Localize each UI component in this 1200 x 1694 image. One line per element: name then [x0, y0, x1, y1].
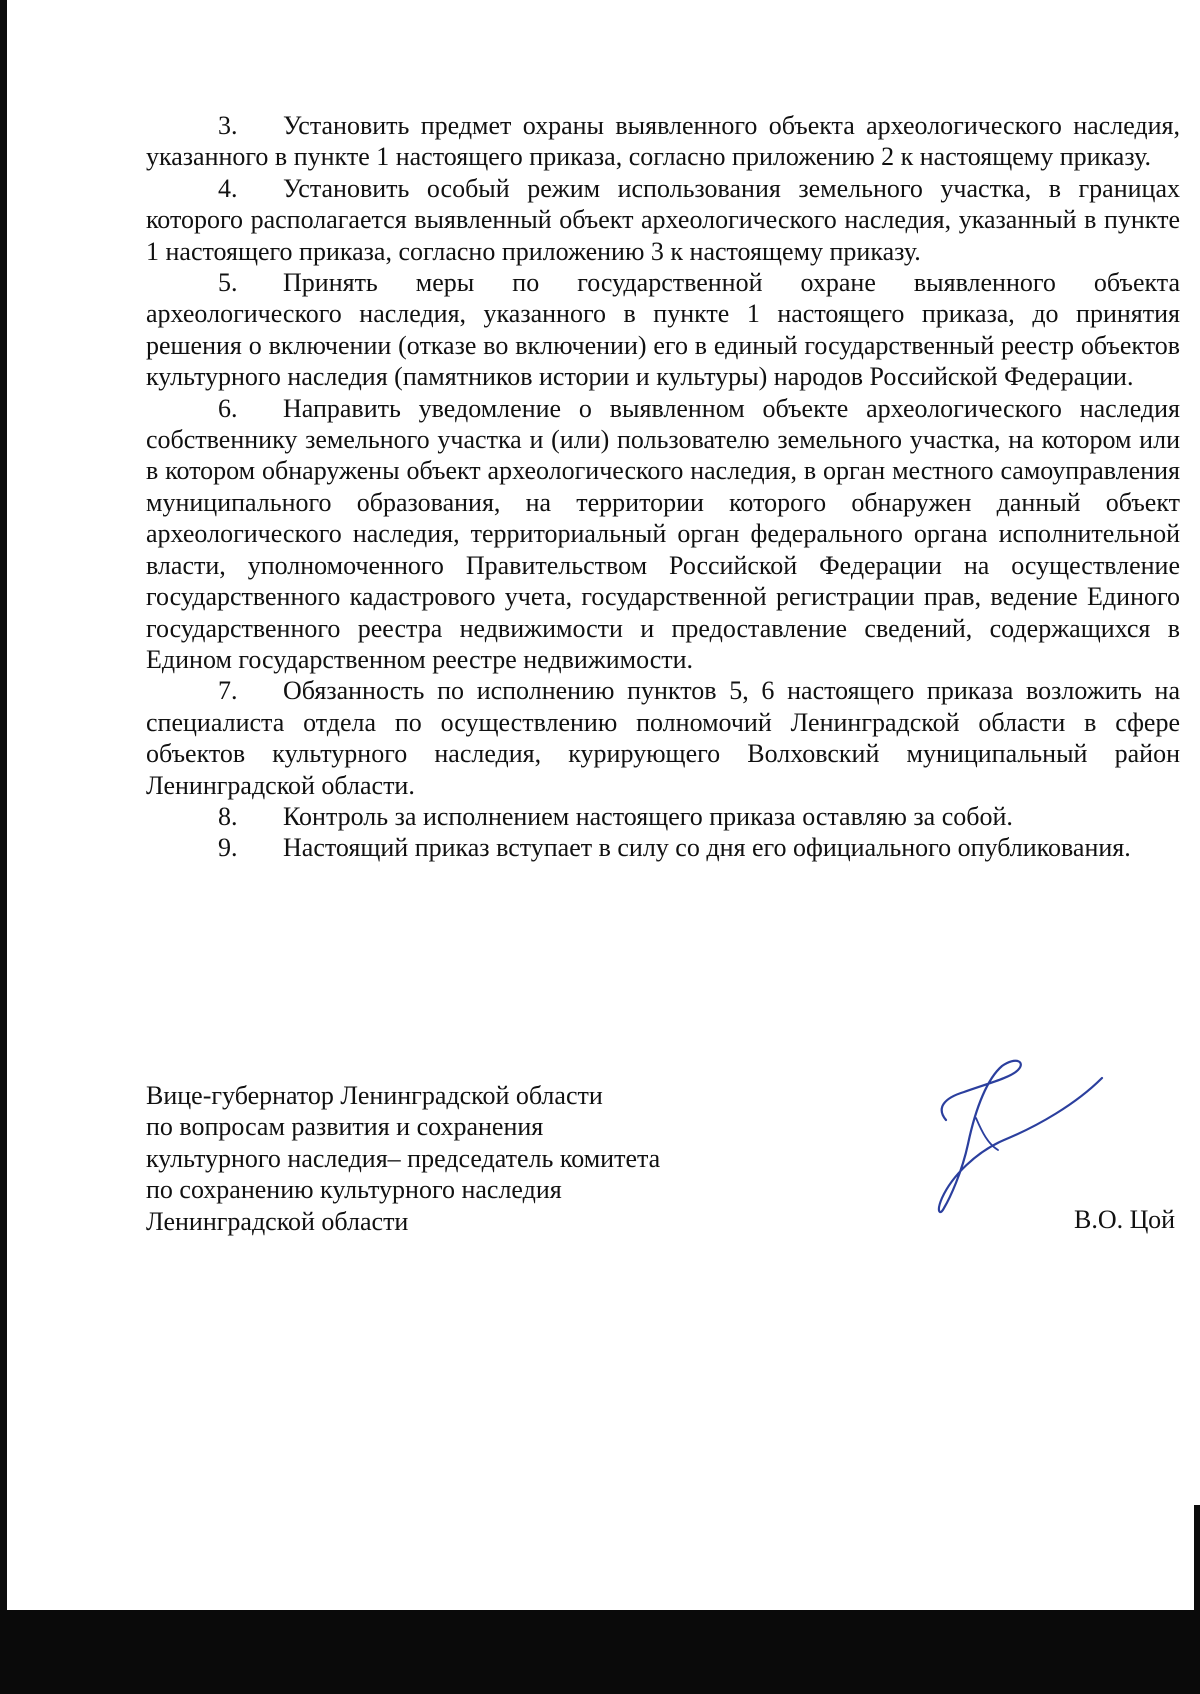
item-text: Настоящий приказ вступает в силу со дня его официального опубликования. — [283, 833, 1131, 863]
order-item-3 — [146, 110, 1180, 173]
item-number: 9. — [218, 833, 238, 863]
item-number: 6. — [218, 393, 238, 423]
order-item-9 — [146, 832, 1180, 863]
signature-block — [146, 1080, 1180, 1280]
order-item-4 — [146, 173, 1180, 267]
signature-stroke — [939, 1061, 1102, 1212]
item-text: Установить предмет охраны выявленного объекта археологического наследия, указанного в пункте 1 настоящего приказа, согласно приложению 2 к настоящему приказу. — [146, 111, 1180, 172]
document-body — [146, 110, 1180, 864]
signer-title: Вице-губернатор Ленинградской области по вопросам развития и сохранения культурного наследия– председатель комитета по сохранению культурного наследия Ленинградской области — [146, 1081, 661, 1236]
item-number: 4. — [218, 173, 238, 203]
order-item-5 — [146, 267, 1180, 393]
item-number: 7. — [218, 676, 238, 706]
item-number: 8. — [218, 801, 238, 831]
handwritten-signature — [906, 1048, 1106, 1218]
order-item-8 — [146, 801, 1180, 832]
item-text: Принять меры по государственной охране выявленного объекта археологического наследия, указанного в пункте 1 настоящего приказа, до принятия решения о включении (отказе во включении) его в единый государственный реестр объектов культурного наследия (памятников истории и культуры) народов Российской Федерации. — [146, 268, 1180, 392]
scan-left-border — [0, 0, 7, 1610]
scan-right-border — [1194, 1505, 1200, 1615]
item-text: Обязанность по исполнению пунктов 5, 6 настоящего приказа возложить на специалиста отдела по осуществлению полномочий Ленинградской области в сфере объектов культурного наследия, курирующего Волховский муниципальный район Ленинградской области. — [146, 676, 1180, 800]
signer-name: В.О. Цой — [1074, 1205, 1175, 1234]
scan-bottom-band — [0, 1610, 1200, 1694]
item-number: 5. — [218, 268, 238, 298]
order-item-7 — [146, 675, 1180, 801]
item-text: Направить уведомление о выявленном объекте археологического наследия собственнику земельного участка и (или) пользователю земельного участка, на котором или в котором обнаружены объект археологического наследия, в орган местного самоуправления муниципального образования, на территории которого обнаружен данный объект археологического наследия, территориальный орган федерального органа исполнительной власти, уполномоченного Правительством Российской Федерации на осуществление государственного кадастрового учета, государственной регистрации прав, ведение Единого государственного реестра недвижимости и предоставление сведений, содержащихся в Едином государственном реестре недвижимости. — [146, 393, 1180, 674]
item-number: 3. — [218, 111, 238, 140]
item-text: Установить особый режим использования земельного участка, в границах которого располагается выявленный объект археологического наследия, указанный в пункте 1 настоящего приказа, согласно приложению 3 к настоящему приказу. — [146, 173, 1180, 266]
item-text: Контроль за исполнением настоящего приказа оставляю за собой. — [283, 801, 1013, 831]
order-item-6 — [146, 393, 1180, 676]
